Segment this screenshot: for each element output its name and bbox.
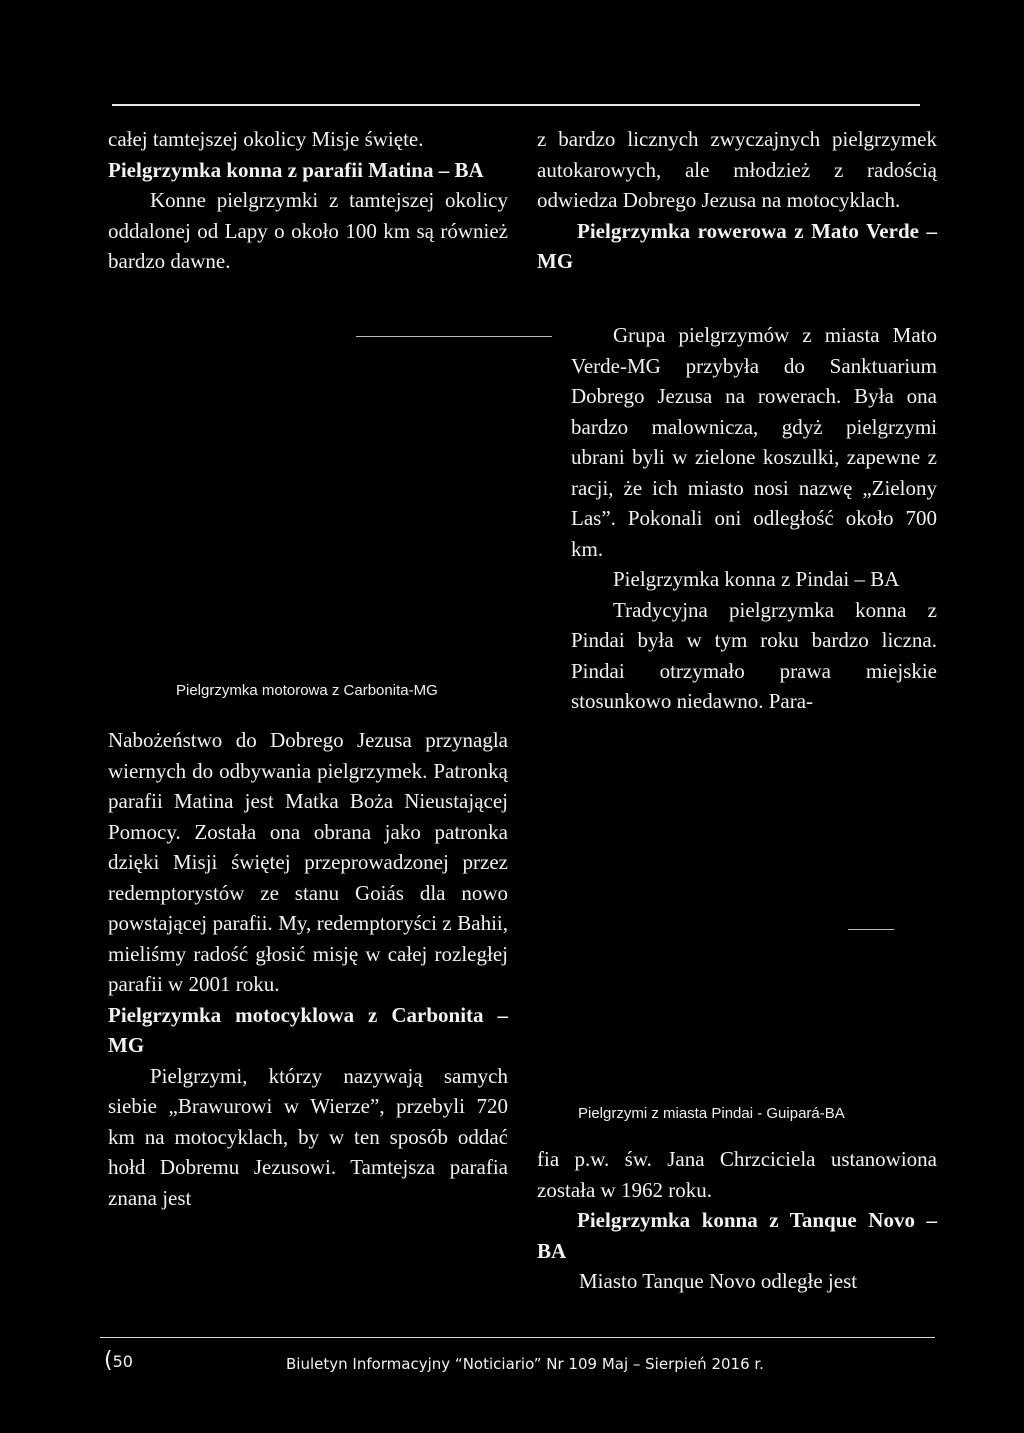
- heading-pindai: Pielgrzymka konna z Pindai – BA: [613, 567, 900, 591]
- right-column-middle: [571, 320, 937, 717]
- page-bracket-icon: (: [104, 1348, 113, 1373]
- paragraph-devotion: Nabożeństwo do Dobrego Jezusa przynagla wiernych do odbywania pielgrzymek. Patronką parafii Matina jest Matka Boża Nieustającej Pomocy. Została ona obrana jako patronka dzięki Misji świętej przeprowadzonej przez redemptorystów ze stanu Goiás dla nowo powstającej parafii. My, redemptoryści z Bahii, mieliśmy radość głosić misję w całej rozległej parafii w 2001 roku.: [108, 728, 508, 996]
- top-rule: [112, 104, 920, 106]
- right-column-bottom: [537, 1144, 937, 1297]
- heading-carbonita: Pielgrzymka motocyklowa z Carbonita – MG: [108, 1002, 508, 1057]
- paragraph-mission: całej tamtejszej okolicy Misje święte.: [108, 127, 424, 151]
- decorative-dash: [848, 929, 894, 930]
- right-column-top: [537, 124, 937, 277]
- heading-tanque-novo: Pielgrzymka konna z Tanque Novo – BA: [537, 1208, 937, 1263]
- paragraph-carbonita: Pielgrzymi, którzy nazywają samych siebie „Brawurowi w Wierze”, przebyli 720 km na motocyklach, by w ten sposób oddać hołd Dobremu Jezusowi. Tamtejsza parafia znana jest: [108, 1063, 508, 1210]
- paragraph-mato-verde: Grupa pielgrzymów z miasta Mato Verde-MG przybyła do Sanktuarium Dobrego Jezusa na rowerach. Była ona bardzo malownicza, gdyż pielgrzymi ubrani byli w zielone koszulki, zapewne z racji, że ich miasto nosi nazwę „Zielony Las”. Pokonali oni odległość około 700 km.: [571, 323, 937, 561]
- paragraph-matina: Konne pielgrzymki z tamtejszej okolicy oddalonej od Lapy o około 100 km są również bardzo dawne.: [108, 188, 508, 273]
- footer-publication: Biuletyn Informacyjny “Noticiario” Nr 109 Maj – Sierpień 2016 r.: [286, 1355, 764, 1373]
- paragraph-pindai: Tradycyjna pielgrzymka konna z Pindai była w tym roku bardzo liczna. Pindai otrzymało prawa miejskie stosunkowo niedawno. Para-: [571, 597, 937, 713]
- photo-caption-carbonita: Pielgrzymka motorowa z Carbonita-MG: [176, 682, 438, 699]
- photo-caption-pindai: Pielgrzymi z miasta Pindai - Guipará-BA: [578, 1105, 845, 1122]
- page-number: (50: [104, 1348, 133, 1373]
- left-column-top: [108, 124, 508, 277]
- paragraph-tanque-novo: Miasto Tanque Novo odległe jest: [579, 1269, 858, 1293]
- paragraph-parish: fia p.w. św. Jana Chrzciciela ustanowiona została w 1962 roku.: [537, 1147, 937, 1202]
- photo-top-rule: [356, 336, 552, 337]
- left-column-bottom: [108, 725, 508, 1213]
- heading-mato-verde: Pielgrzymka rowerowa z Mato Verde – MG: [537, 218, 937, 273]
- heading-matina: Pielgrzymka konna z parafii Matina – BA: [108, 157, 484, 182]
- paragraph-youth: z bardzo licznych zwyczajnych pielgrzymek autokarowych, ale młodzież z radością odwiedza Dobrego Jezusa na motocyklach.: [537, 127, 937, 212]
- footer-rule: [100, 1337, 935, 1338]
